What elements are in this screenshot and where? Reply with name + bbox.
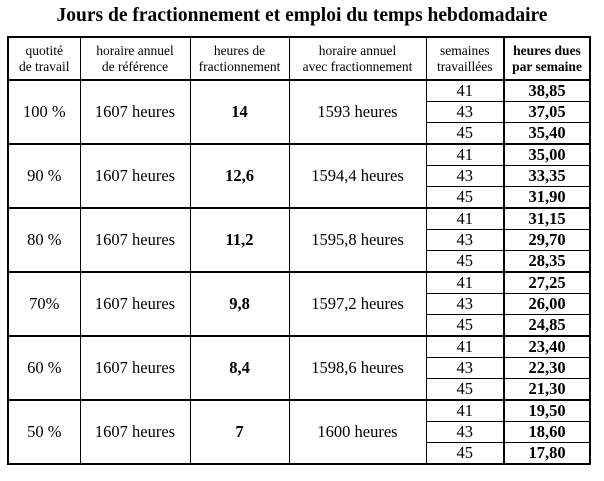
semaines-cell: 41 — [426, 336, 504, 358]
header-horaire-reference — [80, 37, 190, 80]
header-horaire-reference-line2: de référence — [101, 58, 169, 74]
header-row — [8, 37, 590, 80]
header-horaire-fractionnement — [289, 37, 426, 80]
header-quotite-line1: quotité — [25, 42, 63, 58]
heures-dues-cell: 29,70 — [504, 230, 590, 251]
heures-dues-cell: 35,40 — [504, 123, 590, 145]
header-horaire-fractionnement-line1: horaire annuel — [318, 42, 397, 58]
semaines-cell: 41 — [426, 272, 504, 294]
horaire-reference-cell: 1607 heures — [80, 272, 190, 336]
horaire-fractionnement-cell: 1595,8 heures — [289, 208, 426, 272]
horaire-fractionnement-cell: 1598,6 heures — [289, 336, 426, 400]
horaire-reference-cell: 1607 heures — [80, 144, 190, 208]
table-body — [8, 80, 590, 464]
table-row — [8, 272, 590, 294]
quotite-cell: 50 % — [8, 400, 80, 464]
header-semaines-line1: semaines — [440, 42, 490, 58]
page-title: Jours de fractionnement et emploi du temps hebdomadaire — [56, 5, 548, 26]
semaines-cell: 43 — [426, 230, 504, 251]
horaire-reference-cell: 1607 heures — [80, 208, 190, 272]
quotite-cell: 70% — [8, 272, 80, 336]
quotite-cell: 60 % — [8, 336, 80, 400]
horaire-reference-cell: 1607 heures — [80, 336, 190, 400]
header-heures-dues — [504, 37, 590, 80]
schedule-table — [7, 36, 591, 465]
heures-dues-cell: 26,00 — [504, 294, 590, 315]
header-heures-dues-line1: heures dues — [513, 42, 581, 58]
heures-fractionnement-cell: 7 — [190, 400, 289, 464]
semaines-cell: 45 — [426, 315, 504, 337]
heures-fractionnement-cell: 12,6 — [190, 144, 289, 208]
semaines-cell: 41 — [426, 144, 504, 166]
semaines-cell: 43 — [426, 422, 504, 443]
semaines-cell: 41 — [426, 400, 504, 422]
horaire-reference-cell: 1607 heures — [80, 400, 190, 464]
semaines-cell: 45 — [426, 123, 504, 145]
heures-dues-cell: 31,15 — [504, 208, 590, 230]
heures-dues-cell: 28,35 — [504, 251, 590, 273]
quotite-cell: 80 % — [8, 208, 80, 272]
horaire-fractionnement-cell: 1594,4 heures — [289, 144, 426, 208]
heures-dues-cell: 22,30 — [504, 358, 590, 379]
heures-dues-cell: 21,30 — [504, 379, 590, 401]
semaines-cell: 43 — [426, 166, 504, 187]
horaire-fractionnement-cell: 1597,2 heures — [289, 272, 426, 336]
header-horaire-fractionnement-line2: avec fractionnement — [302, 58, 413, 74]
heures-dues-cell: 38,85 — [504, 80, 590, 102]
semaines-cell: 43 — [426, 102, 504, 123]
heures-fractionnement-cell: 14 — [190, 80, 289, 144]
heures-dues-cell: 31,90 — [504, 187, 590, 209]
header-quotite — [8, 37, 80, 80]
table-row — [8, 80, 590, 102]
semaines-cell: 45 — [426, 251, 504, 273]
header-quotite-line2: de travail — [18, 58, 70, 74]
header-heures-dues-line2: par semaine — [512, 58, 582, 74]
semaines-cell: 43 — [426, 294, 504, 315]
heures-dues-cell: 17,80 — [504, 443, 590, 465]
heures-dues-cell: 35,00 — [504, 144, 590, 166]
heures-dues-cell: 23,40 — [504, 336, 590, 358]
semaines-cell: 45 — [426, 187, 504, 209]
table-row — [8, 208, 590, 230]
horaire-fractionnement-cell: 1593 heures — [289, 80, 426, 144]
semaines-cell: 45 — [426, 443, 504, 465]
heures-fractionnement-cell: 9,8 — [190, 272, 289, 336]
heures-dues-cell: 27,25 — [504, 272, 590, 294]
heures-dues-cell: 37,05 — [504, 102, 590, 123]
semaines-cell: 45 — [426, 379, 504, 401]
table-row — [8, 336, 590, 358]
table-row — [8, 400, 590, 422]
table-row — [8, 144, 590, 166]
semaines-cell: 41 — [426, 80, 504, 102]
horaire-fractionnement-cell: 1600 heures — [289, 400, 426, 464]
heures-dues-cell: 18,60 — [504, 422, 590, 443]
header-semaines-line2: travaillées — [437, 58, 493, 74]
heures-dues-cell: 33,35 — [504, 166, 590, 187]
heures-fractionnement-cell: 8,4 — [190, 336, 289, 400]
quotite-cell: 90 % — [8, 144, 80, 208]
header-heures-fractionnement — [190, 37, 289, 80]
horaire-reference-cell: 1607 heures — [80, 80, 190, 144]
semaines-cell: 41 — [426, 208, 504, 230]
heures-dues-cell: 19,50 — [504, 400, 590, 422]
heures-dues-cell: 24,85 — [504, 315, 590, 337]
header-semaines — [426, 37, 504, 80]
heures-fractionnement-cell: 11,2 — [190, 208, 289, 272]
header-heures-fractionnement-line1: heures de — [213, 42, 266, 58]
semaines-cell: 43 — [426, 358, 504, 379]
header-horaire-reference-line1: horaire annuel — [96, 42, 174, 58]
quotite-cell: 100 % — [8, 80, 80, 144]
header-heures-fractionnement-line2: fractionnement — [198, 58, 281, 74]
